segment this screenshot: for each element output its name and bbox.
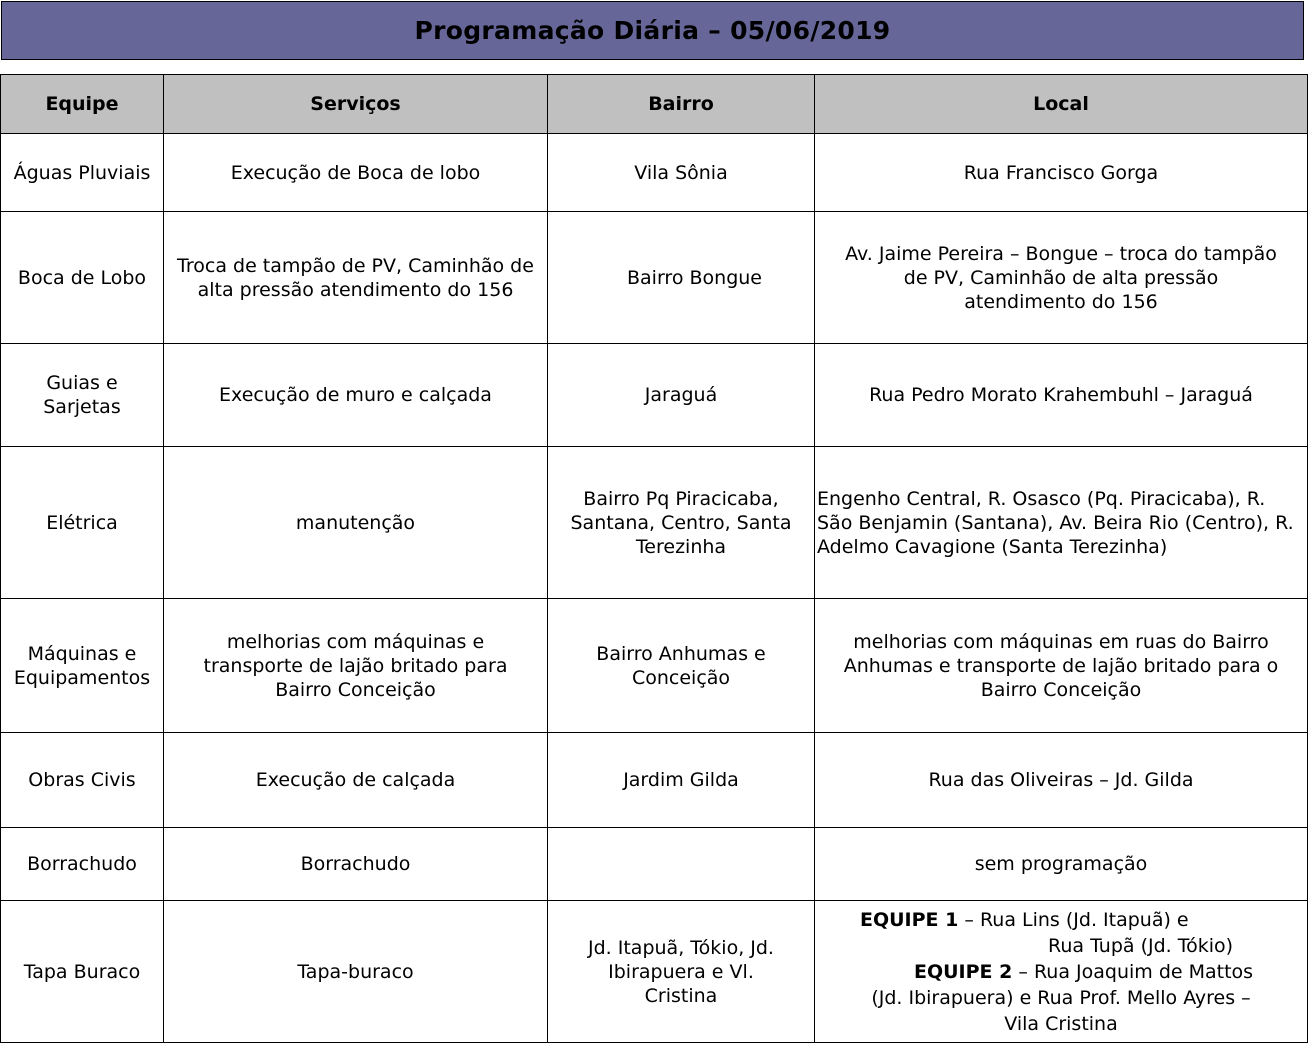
table-row	[1, 134, 1308, 212]
cell-servicos: Troca de tampão de PV, Caminhão de alta pressão atendimento do 156	[164, 212, 548, 344]
local-equipe-2-line	[818, 959, 1304, 985]
cell-bairro: Bairro Pq Piracicaba, Santana, Centro, Santa Terezinha	[548, 447, 815, 599]
cell-equipe: Guias e Sarjetas	[1, 344, 164, 447]
cell-equipe: Boca de Lobo	[1, 212, 164, 344]
header-bairro: Bairro	[548, 75, 815, 134]
cell-bairro: Vila Sônia	[548, 134, 815, 212]
cell-equipe: Borrachudo	[1, 828, 164, 901]
cell-equipe: Águas Pluviais	[1, 134, 164, 212]
table-header-row	[1, 75, 1308, 134]
cell-servicos: Borrachudo	[164, 828, 548, 901]
table-row	[1, 901, 1308, 1043]
local-equipe-1-line	[818, 907, 1304, 933]
table-row	[1, 447, 1308, 599]
cell-servicos: Execução de calçada	[164, 733, 548, 828]
cell-local: sem programação	[815, 828, 1308, 901]
table-row	[1, 828, 1308, 901]
page-title: Programação Diária – 05/06/2019	[414, 16, 891, 45]
cell-local: Rua Pedro Morato Krahembuhl – Jaraguá	[815, 344, 1308, 447]
header-equipe: Equipe	[1, 75, 164, 134]
cell-equipe: Máquinas e Equipamentos	[1, 599, 164, 733]
cell-servicos: manutenção	[164, 447, 548, 599]
title-bar	[1, 1, 1304, 60]
cell-bairro: Bairro Anhumas e Conceição	[548, 599, 815, 733]
cell-local: Engenho Central, R. Osasco (Pq. Piracicaba), R. São Benjamin (Santana), Av. Beira Rio (Centro), R. Adelmo Cavagione (Santa Terezinha)	[815, 447, 1308, 599]
cell-equipe: Obras Civis	[1, 733, 164, 828]
cell-servicos: Execução de muro e calçada	[164, 344, 548, 447]
equipe-2-label: EQUIPE 2	[914, 960, 1013, 983]
table-row	[1, 344, 1308, 447]
cell-bairro: Jaraguá	[548, 344, 815, 447]
cell-local: Rua Francisco Gorga	[815, 134, 1308, 212]
cell-local: Av. Jaime Pereira – Bongue – troca do tampão de PV, Caminhão de alta pressão atendimento do 156	[815, 212, 1308, 344]
local-equipe-2-line-3: Vila Cristina	[1004, 1012, 1118, 1035]
header-local: Local	[815, 75, 1308, 134]
cell-servicos: melhorias com máquinas e transporte de lajão britado para Bairro Conceição	[164, 599, 548, 733]
table-row	[1, 733, 1308, 828]
local-equipe-1-line-2: Rua Tupã (Jd. Tókio)	[1048, 934, 1234, 957]
header-servicos: Serviços	[164, 75, 548, 134]
equipe-1-label: EQUIPE 1	[860, 908, 959, 931]
equipe-2-text: – Rua Joaquim de Mattos	[1012, 960, 1254, 983]
schedule-table	[0, 74, 1308, 1043]
table-row	[1, 212, 1308, 344]
cell-equipe: Elétrica	[1, 447, 164, 599]
cell-bairro	[548, 828, 815, 901]
local-equipe-2-line-2: (Jd. Ibirapuera) e Rua Prof. Mello Ayres –	[871, 986, 1251, 1009]
cell-local	[815, 901, 1308, 1043]
cell-servicos: Execução de Boca de lobo	[164, 134, 548, 212]
cell-equipe: Tapa Buraco	[1, 901, 164, 1043]
cell-bairro: Bairro Bongue	[548, 212, 815, 344]
cell-local: Rua das Oliveiras – Jd. Gilda	[815, 733, 1308, 828]
equipe-1-text: – Rua Lins (Jd. Itapuã) e	[958, 908, 1189, 931]
cell-bairro: Jardim Gilda	[548, 733, 815, 828]
cell-local: melhorias com máquinas em ruas do Bairro Anhumas e transporte de lajão britado para o Bairro Conceição	[815, 599, 1308, 733]
cell-servicos: Tapa-buraco	[164, 901, 548, 1043]
table-row	[1, 599, 1308, 733]
cell-bairro: Jd. Itapuã, Tókio, Jd. Ibirapuera e Vl. Cristina	[548, 901, 815, 1043]
